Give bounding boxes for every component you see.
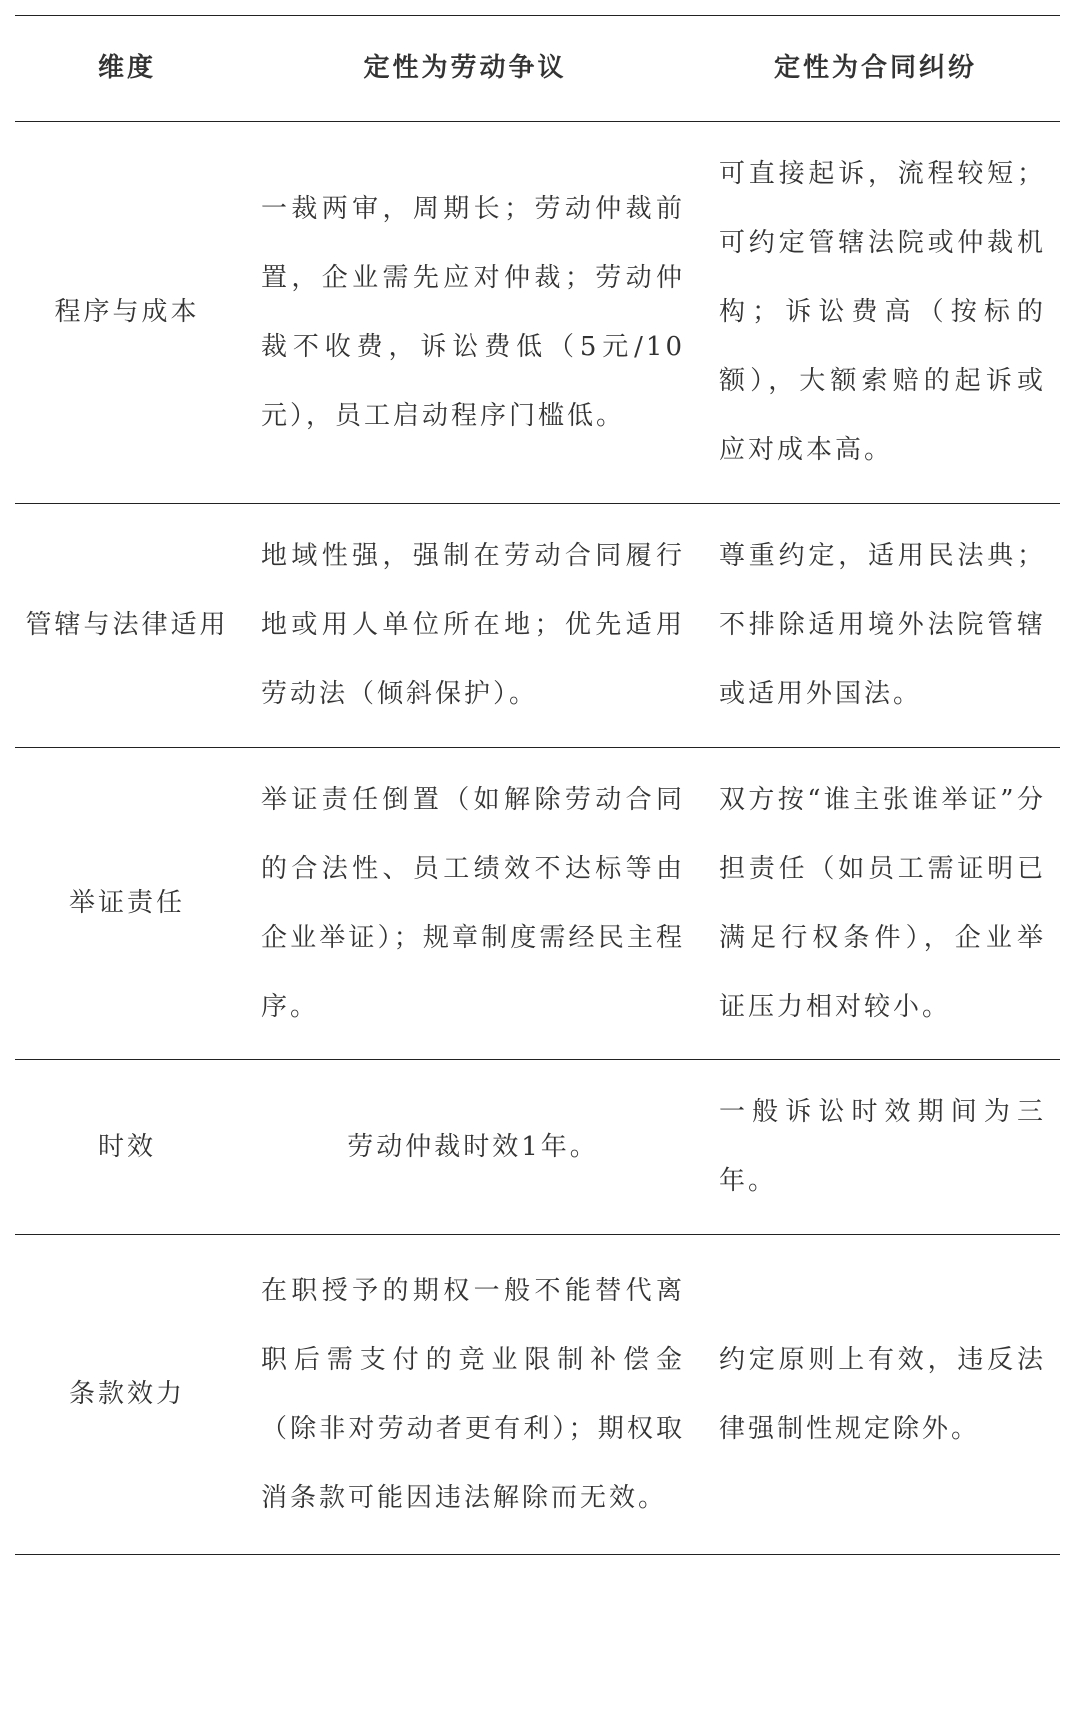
row-contract-cell: 尊重约定，适用民法典；不排除适用境外法院管辖或适用外国法。 [719,541,1046,709]
row-labor-cell: 一裁两审，周期长；劳动仲裁前置，企业需先应对仲裁；劳动仲裁不收费，诉讼费低（5元/10元），员工启动程序门槛低。 [261,193,685,431]
row-dimension: 时效 [97,1131,156,1162]
row-contract-cell: 约定原则上有效，违反法律强制性规定除外。 [719,1344,1046,1444]
row-dimension: 条款效力 [68,1379,185,1409]
row-labor-cell: 劳动仲裁时效1年。 [347,1131,599,1162]
row-labor-cell: 地域性强，强制在劳动合同履行地或用人单位所在地；优先适用劳动法（倾斜保护）。 [261,541,685,709]
table-row [15,122,1060,504]
table-row [15,748,1060,1060]
header-contract-dispute: 定性为合同纠纷 [773,53,977,83]
table-row [15,1235,1060,1555]
table-header-row [15,16,1060,122]
row-dimension: 管辖与法律适用 [25,610,229,640]
table-row [15,504,1060,748]
table-row [15,1060,1060,1235]
row-contract-cell: 双方按“谁主张谁举证”分担责任（如员工需证明已满足行权条件），企业举证压力相对较小。 [719,784,1046,1022]
row-dimension: 程序与成本 [54,297,200,327]
header-dimension: 维度 [97,53,156,83]
row-labor-cell: 举证责任倒置（如解除劳动合同的合法性、员工绩效不达标等由企业举证）；规章制度需经民主程序。 [261,784,685,1022]
comparison-table [15,15,1060,1555]
row-contract-cell: 一般诉讼时效期间为三年。 [719,1097,1046,1196]
row-labor-cell: 在职授予的期权一般不能替代离职后需支付的竞业限制补偿金（除非对劳动者更有利）；期权取消条款可能因违法解除而无效。 [261,1275,685,1513]
row-dimension: 举证责任 [68,888,185,918]
header-labor-dispute: 定性为劳动争议 [363,53,567,83]
row-contract-cell: 可直接起诉，流程较短；可约定管辖法院或仲裁机构；诉讼费高（按标的额），大额索赔的起诉或应对成本高。 [719,159,1046,465]
